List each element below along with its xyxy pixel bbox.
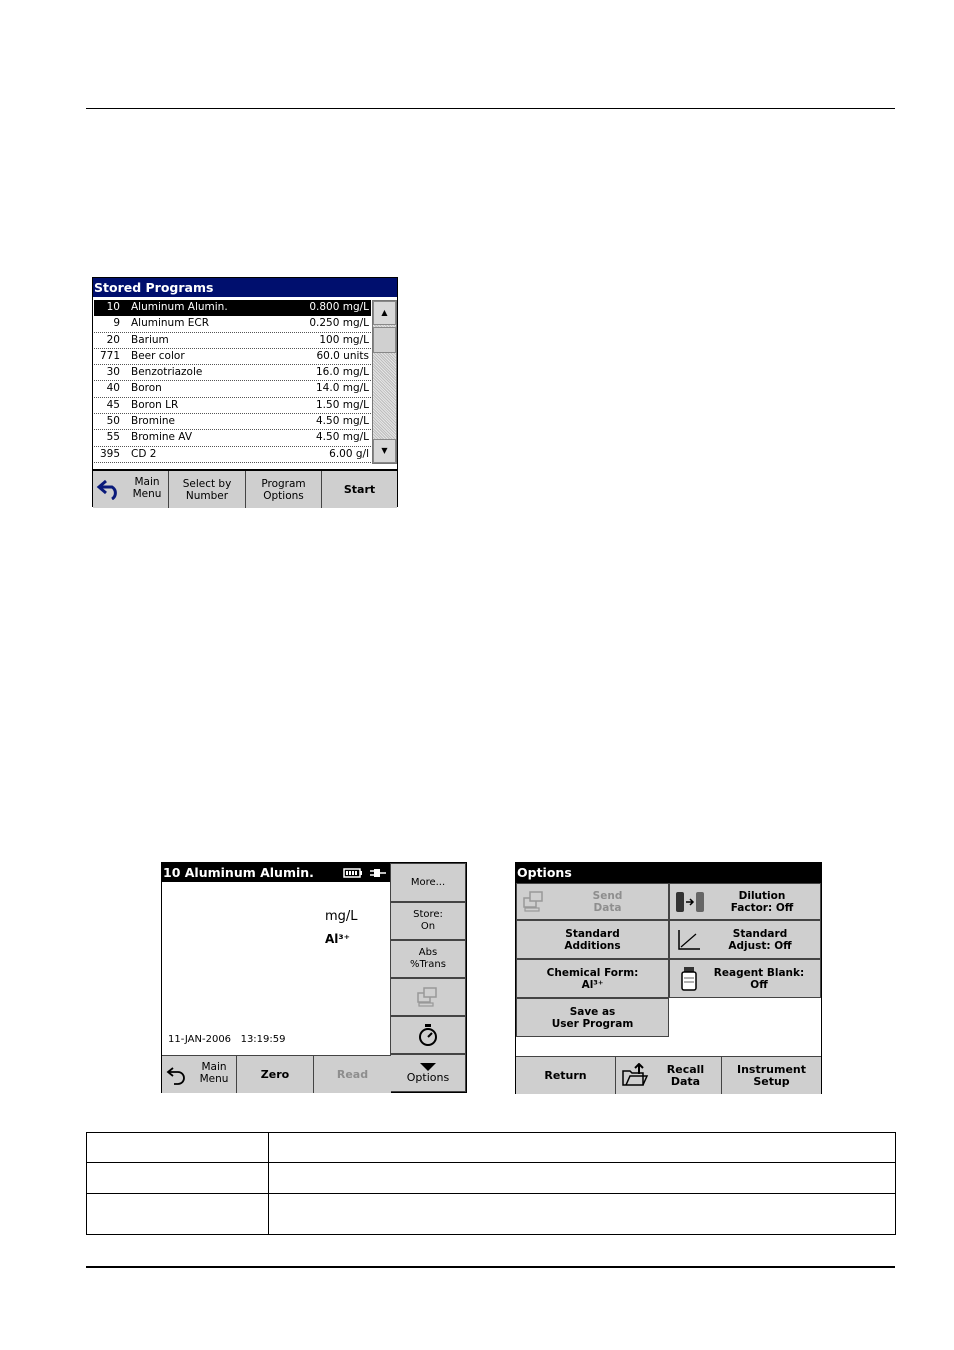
program-name: Bromine AV: [131, 431, 193, 444]
stdadd-label-2: Additions: [564, 939, 621, 952]
battery-icon: [343, 868, 363, 878]
list-item[interactable]: [94, 414, 371, 430]
options-screen: [515, 862, 822, 1094]
stored-programs-screen: [92, 277, 398, 507]
list-item[interactable]: [94, 365, 371, 381]
description-table: [86, 1132, 896, 1235]
main-label-2: Menu: [199, 1073, 229, 1085]
footer-rule: [86, 1266, 895, 1268]
start-label: Start: [343, 482, 376, 496]
program-name: Bromine: [131, 415, 175, 428]
options-button[interactable]: [390, 1054, 466, 1092]
reagent-label-2: Off: [750, 978, 768, 991]
computer-icon: [522, 890, 546, 914]
table-cell: [269, 1163, 896, 1194]
main-label-1: Main: [201, 1061, 227, 1073]
table-cell: [87, 1163, 269, 1194]
scroll-down-button[interactable]: ▼: [373, 439, 396, 463]
table-cell: [87, 1194, 269, 1235]
chemical-form-label: Al³⁺: [325, 932, 350, 946]
save-user-program-button[interactable]: [516, 998, 669, 1037]
zero-button[interactable]: [237, 1056, 314, 1093]
computer-icon: [416, 986, 440, 1008]
read-button[interactable]: [314, 1056, 391, 1093]
reagent-bottle-icon: [680, 966, 698, 992]
back-arrow-icon: [166, 1065, 188, 1085]
standard-additions-button[interactable]: [516, 920, 669, 959]
table-cell: [269, 1133, 896, 1163]
abs-label-2: %Trans: [410, 959, 446, 970]
main-menu-label-2: Menu: [132, 488, 162, 500]
measurement-screen: [161, 862, 467, 1093]
recall-label-1: Recall: [666, 1062, 705, 1076]
more-button[interactable]: [390, 863, 466, 902]
send-label-1: Send: [592, 889, 623, 902]
power-plug-icon: [369, 867, 387, 879]
stopwatch-icon: [417, 1023, 439, 1047]
chem-label-2: Al³⁺: [581, 978, 604, 991]
program-value: 0.250 mg/L: [309, 317, 369, 330]
select-label-1: Select by: [182, 477, 232, 490]
recall-label-2: Data: [670, 1074, 701, 1088]
save-label-1: Save as: [569, 1005, 616, 1018]
program-name: Benzotriazole: [131, 366, 203, 379]
read-label: Read: [336, 1067, 369, 1081]
dilution-vials-icon: [674, 890, 706, 914]
program-num: 771: [99, 349, 120, 362]
options-title: Options: [516, 863, 821, 883]
program-name: Boron LR: [131, 398, 179, 411]
dilution-factor-button[interactable]: [669, 883, 821, 920]
reagent-label-1: Reagent Blank:: [713, 966, 805, 979]
timer-button[interactable]: [390, 1016, 466, 1054]
send-label-2: Data: [593, 901, 622, 914]
send-data-button[interactable]: [390, 978, 466, 1016]
table-cell: [87, 1133, 269, 1163]
save-label-2: User Program: [551, 1017, 634, 1030]
program-num: 55: [106, 431, 120, 444]
chemical-form-button[interactable]: [516, 959, 669, 998]
program-num: 30: [106, 366, 120, 379]
program-label-1: Program: [261, 477, 306, 490]
program-name: Barium: [131, 333, 169, 346]
unit-label: mg/L: [325, 909, 358, 924]
program-num: 45: [106, 398, 120, 411]
zero-label: Zero: [260, 1067, 290, 1081]
table-cell: [269, 1194, 896, 1235]
table-row: [87, 1194, 896, 1235]
list-item[interactable]: [94, 381, 371, 397]
folder-upload-icon: [621, 1063, 649, 1087]
program-list: [94, 300, 371, 463]
options-label: Options: [406, 1071, 450, 1084]
table-row: [87, 1133, 896, 1163]
program-title-text: 10 Aluminum Alumin.: [163, 865, 314, 880]
program-num: 9: [113, 317, 120, 330]
scrollbar[interactable]: [372, 300, 397, 464]
list-item[interactable]: [94, 316, 371, 332]
main-menu-button[interactable]: [162, 1056, 237, 1093]
header-rule: [86, 108, 895, 109]
scroll-up-button[interactable]: ▲: [373, 301, 396, 325]
date-time: 11-JAN-2006 13:19:59: [168, 1034, 286, 1045]
dilution-label-1: Dilution: [738, 889, 786, 902]
program-name: Boron: [131, 382, 162, 395]
list-item[interactable]: [94, 430, 371, 446]
program-value: 6.00 g/l: [329, 447, 369, 460]
stdadj-label-1: Standard: [732, 927, 788, 940]
measurement-bottom-bar: [162, 1055, 391, 1093]
return-label: Return: [544, 1068, 587, 1082]
select-label-2: Number: [185, 489, 229, 502]
main-menu-label-1: Main: [134, 476, 160, 488]
bottom-bar: [93, 469, 397, 508]
program-num: 395: [99, 447, 120, 460]
program-value: 1.50 mg/L: [316, 398, 369, 411]
more-label: More...: [410, 876, 446, 888]
store-button[interactable]: [390, 902, 466, 940]
send-data-button[interactable]: [516, 883, 669, 920]
program-name: Aluminum Alumin.: [131, 301, 228, 313]
program-options-button[interactable]: [246, 471, 322, 508]
reagent-blank-button[interactable]: [669, 959, 821, 998]
setup-label-1: Instrument: [737, 1062, 806, 1076]
store-label-1: Store:: [413, 909, 443, 920]
program-value: 100 mg/L: [319, 333, 369, 346]
program-value: 0.800 mg/L: [309, 301, 369, 313]
dilution-label-2: Factor: Off: [730, 901, 794, 914]
program-num: 20: [106, 333, 120, 346]
start-button[interactable]: [322, 471, 397, 508]
list-item[interactable]: [94, 333, 371, 349]
program-value: 16.0 mg/L: [316, 366, 369, 379]
stdadj-label-2: Adjust: Off: [728, 939, 792, 952]
program-name: CD 2: [131, 447, 157, 460]
list-item[interactable]: [94, 349, 371, 365]
main-menu-button[interactable]: [93, 471, 169, 508]
stdadd-label-1: Standard: [565, 927, 620, 940]
program-value: 14.0 mg/L: [316, 382, 369, 395]
return-button[interactable]: [516, 1057, 616, 1094]
setup-label-2: Setup: [753, 1074, 790, 1088]
program-name: Aluminum ECR: [131, 317, 210, 330]
program-value: 4.50 mg/L: [316, 431, 369, 444]
program-title: [162, 863, 390, 882]
back-arrow-icon: [96, 478, 124, 500]
program-label-2: Options: [263, 489, 304, 502]
recall-data-button[interactable]: [616, 1057, 722, 1094]
calibration-graph-icon: [676, 928, 702, 952]
standard-adjust-button[interactable]: [669, 920, 821, 959]
screen-title: Stored Programs: [93, 278, 397, 297]
program-num: 40: [106, 382, 120, 395]
program-num: 50: [106, 415, 120, 428]
abs-trans-button[interactable]: [390, 940, 466, 978]
chem-label-1: Chemical Form:: [546, 966, 639, 979]
instrument-setup-button[interactable]: [722, 1057, 821, 1094]
program-name: Beer color: [131, 349, 185, 362]
select-by-number-button[interactable]: [169, 471, 246, 508]
list-item[interactable]: [94, 398, 371, 414]
program-value: 4.50 mg/L: [316, 415, 369, 428]
list-item[interactable]: [94, 300, 371, 316]
store-label-2: On: [420, 921, 436, 932]
program-value: 60.0 units: [316, 349, 369, 362]
list-item[interactable]: [94, 447, 371, 463]
options-bottom-bar: [516, 1056, 821, 1094]
table-row: [87, 1163, 896, 1194]
program-num: 10: [106, 301, 120, 313]
scroll-thumb[interactable]: [373, 327, 396, 353]
abs-label-1: Abs: [418, 947, 438, 958]
